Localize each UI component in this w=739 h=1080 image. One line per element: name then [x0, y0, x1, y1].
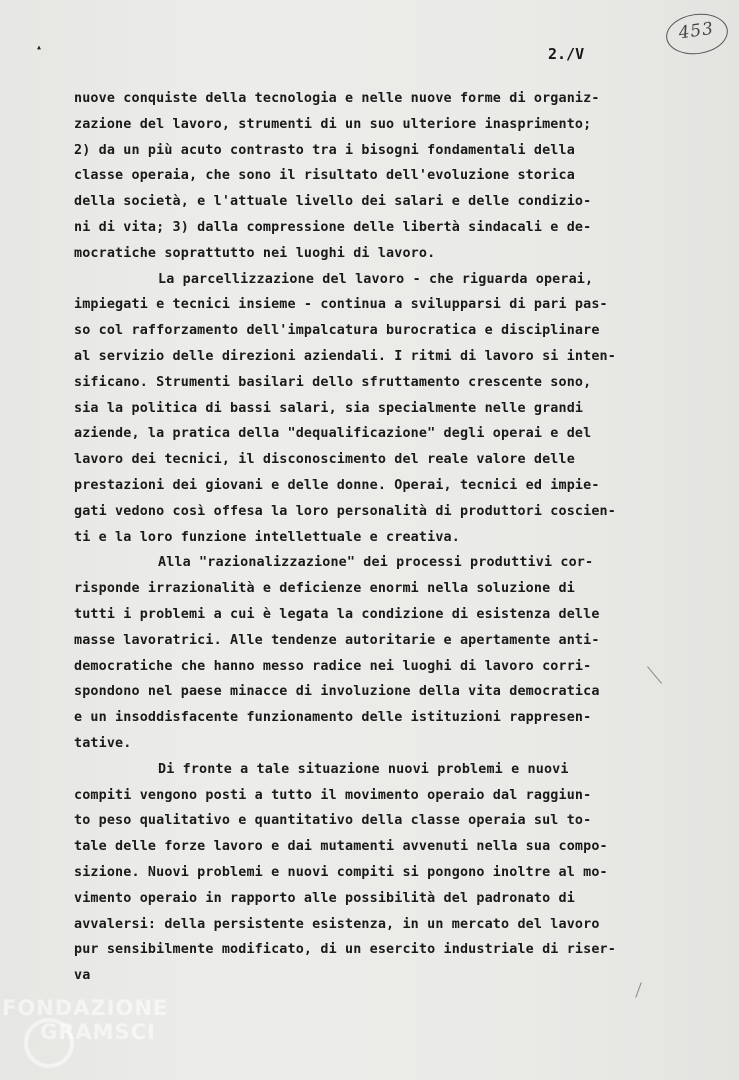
watermark-line-2: GRAMSCI	[40, 1020, 156, 1044]
text-line: masse lavoratrici. Alle tendenze autoritarie e apertamente anti-	[74, 632, 600, 648]
text-line: democratiche che hanno messo radice nei luoghi di lavoro corri-	[74, 658, 592, 674]
archive-stamp	[664, 10, 731, 58]
text-line: va	[74, 968, 91, 984]
text-line: aziende, la pratica della "dequalificazione" degli operai e del	[74, 426, 592, 442]
text-line: risponde irrazionalità e deficienze enormi nella soluzione di	[74, 581, 575, 597]
text-line: sificano. Strumenti basilari dello sfruttamento crescente sono,	[74, 374, 592, 390]
text-line: avvalersi: della persistente esistenza, in un mercato del lavoro	[74, 916, 600, 932]
text-line: classe operaia, che sono il risultato dell'evoluzione storica	[74, 168, 575, 184]
text-line: so col rafforzamento dell'impalcatura burocratica e disciplinare	[74, 323, 600, 339]
watermark	[2, 996, 202, 1044]
text-line: to peso qualitativo e quantitativo della classe operaia sul to-	[74, 813, 592, 829]
text-line: compiti vengono posti a tutto il movimento operaio dal raggiun-	[74, 787, 592, 803]
margin-mark: ▴	[36, 42, 43, 53]
text-line: sia la politica di bassi salari, sia specialmente nelle grandi	[74, 400, 584, 416]
text-line: impiegati e tecnici insieme - continua a svilupparsi di pari pas-	[74, 297, 608, 313]
archive-number: 453	[677, 18, 716, 44]
text-line: spondono nel paese minacce di involuzione della vita democratica	[74, 684, 600, 700]
text-line: sizione. Nuovi problemi e nuovi compiti si pongono inoltre al mo-	[74, 864, 608, 880]
text-line: pur sensibilmente modificato, di un esercito industriale di riser-	[74, 942, 616, 958]
text-line: gati vedono così offesa la loro personalità di produttori coscien-	[74, 503, 616, 519]
text-line: prestazioni dei giovani e delle donne. Operai, tecnici ed impie-	[74, 477, 600, 493]
text-line: ti e la loro funzione intellettuale e creativa.	[74, 529, 460, 545]
text-line: al servizio delle direzioni aziendali. I ritmi di lavoro si inten-	[74, 348, 616, 364]
text-line: 2) da un più acuto contrasto tra i bisogni fondamentali della	[74, 142, 575, 158]
watermark-line-1: FONDAZIONE	[2, 996, 169, 1020]
text-line: lavoro dei tecnici, il disconoscimento del reale valore delle	[74, 452, 575, 468]
text-line: Alla "razionalizzazione" dei processi produttivi cor-	[158, 555, 594, 571]
text-line: tutti i problemi a cui è legata la condizione di esistenza delle	[74, 606, 600, 622]
text-line: della società, e l'attuale livello dei salari e delle condizio-	[74, 194, 592, 210]
text-line: tative.	[74, 735, 132, 751]
text-line: La parcellizzazione del lavoro - che riguarda operai,	[158, 271, 594, 287]
text-line: tale delle forze lavoro e dai mutamenti avvenuti nella sua compo-	[74, 839, 608, 855]
text-line: zazione del lavoro, strumenti di un suo ulteriore inasprimento;	[74, 116, 592, 132]
pencil-mark	[647, 666, 662, 683]
text-line: mocratiche soprattutto nei luoghi di lavoro.	[74, 245, 436, 261]
text-line: nuove conquiste della tecnologia e nelle nuove forme di organiz-	[74, 91, 600, 106]
text-line: Di fronte a tale situazione nuovi problemi e nuovi	[158, 761, 569, 777]
text-line: e un insoddisfacente funzionamento delle istituzioni rappresen-	[74, 710, 592, 726]
text-line: vimento operaio in rapporto alle possibilità del padronato di	[74, 890, 575, 906]
page-number: 2./V	[548, 45, 585, 63]
document-body	[74, 86, 644, 989]
text-line: ni di vita; 3) dalla compressione delle libertà sindacali e de-	[74, 219, 592, 235]
